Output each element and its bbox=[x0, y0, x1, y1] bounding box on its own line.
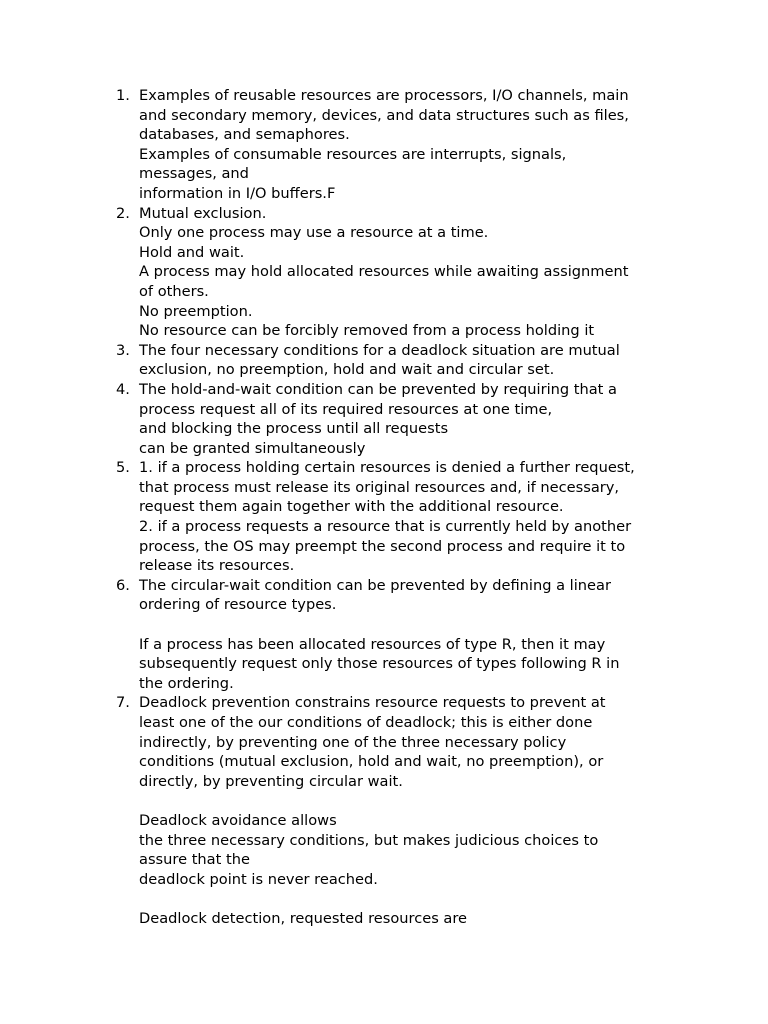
text-line: information in I/O buffers.F bbox=[139, 184, 336, 202]
text-line: the ordering. bbox=[139, 674, 234, 692]
text-line: 1. if a process holding certain resources is denied a further request, bbox=[139, 459, 635, 477]
text-line: Hold and wait. bbox=[139, 243, 245, 261]
list-item bbox=[0, 458, 674, 576]
text-line: 2. if a process requests a resource that is currently held by another bbox=[139, 518, 632, 536]
list-item bbox=[0, 576, 674, 694]
text-line: and blocking the process until all requests bbox=[139, 420, 449, 438]
text-line: exclusion, no preemption, hold and wait and circular set. bbox=[139, 361, 555, 379]
text-line: the three necessary conditions, but makes judicious choices to bbox=[139, 831, 599, 849]
text-line: Mutual exclusion. bbox=[139, 204, 267, 222]
blank-line bbox=[139, 615, 674, 635]
text-line: The four necessary conditions for a deadlock situation are mutual bbox=[139, 341, 620, 359]
text-line: The circular-wait condition can be prevented by defining a linear bbox=[139, 576, 611, 594]
text-line: request them again together with the additional resource. bbox=[139, 498, 564, 516]
text-line: assure that the bbox=[139, 851, 250, 869]
text-line: The hold-and-wait condition can be prevented by requiring that a bbox=[139, 380, 617, 398]
text-line: Deadlock avoidance allows bbox=[139, 811, 337, 829]
text-line: No resource can be forcibly removed from a process holding it bbox=[139, 322, 595, 340]
text-line: Deadlock prevention constrains resource requests to prevent at bbox=[139, 694, 606, 712]
text-line: Examples of consumable resources are interrupts, signals, bbox=[139, 145, 567, 163]
text-line: If a process has been allocated resources of type R, then it may bbox=[139, 635, 606, 653]
list-item-number: 5. bbox=[116, 459, 130, 477]
text-line: deadlock point is never reached. bbox=[139, 870, 378, 888]
list-item bbox=[0, 693, 674, 928]
text-line: can be granted simultaneously bbox=[139, 439, 366, 457]
list-item-number: 3. bbox=[116, 341, 130, 359]
text-line: that process must release its original resources and, if necessary, bbox=[139, 478, 620, 496]
list-item bbox=[0, 380, 674, 458]
list-item-number: 6. bbox=[116, 576, 130, 594]
text-line: databases, and semaphores. bbox=[139, 126, 350, 144]
text-line: and secondary memory, devices, and data structures such as files, bbox=[139, 106, 629, 124]
list-item bbox=[0, 86, 674, 204]
list-item-number: 7. bbox=[116, 694, 130, 712]
text-line: Deadlock detection, requested resources are bbox=[139, 909, 468, 927]
text-line: of others. bbox=[139, 282, 209, 300]
blank-line bbox=[139, 889, 674, 909]
list-item-number: 1. bbox=[116, 87, 130, 104]
text-line: subsequently request only those resources of types following R in bbox=[139, 655, 620, 673]
text-line: indirectly, by preventing one of the three necessary policy bbox=[139, 733, 567, 751]
text-line: No preemption. bbox=[139, 302, 253, 320]
text-line: Only one process may use a resource at a time. bbox=[139, 224, 489, 242]
text-line: conditions (mutual exclusion, hold and wait, no preemption), or bbox=[139, 753, 604, 771]
text-line: A process may hold allocated resources while awaiting assignment bbox=[139, 263, 629, 281]
text-line: directly, by preventing circular wait. bbox=[139, 772, 403, 790]
list-item bbox=[0, 341, 674, 380]
answer-list bbox=[0, 86, 768, 929]
text-line: process request all of its required resources at one time, bbox=[139, 400, 553, 418]
text-line: ordering of resource types. bbox=[139, 596, 337, 614]
list-item bbox=[0, 204, 674, 341]
list-item-number: 2. bbox=[116, 204, 130, 222]
text-line: messages, and bbox=[139, 165, 249, 183]
text-line: process, the OS may preempt the second process and require it to bbox=[139, 537, 626, 555]
blank-line bbox=[139, 791, 674, 811]
text-line: least one of the our conditions of deadlock; this is either done bbox=[139, 714, 593, 731]
text-line: release its resources. bbox=[139, 557, 295, 575]
document-page bbox=[0, 86, 768, 929]
text-line: Examples of reusable resources are processors, I/O channels, main bbox=[139, 87, 629, 104]
list-item-number: 4. bbox=[116, 380, 130, 398]
